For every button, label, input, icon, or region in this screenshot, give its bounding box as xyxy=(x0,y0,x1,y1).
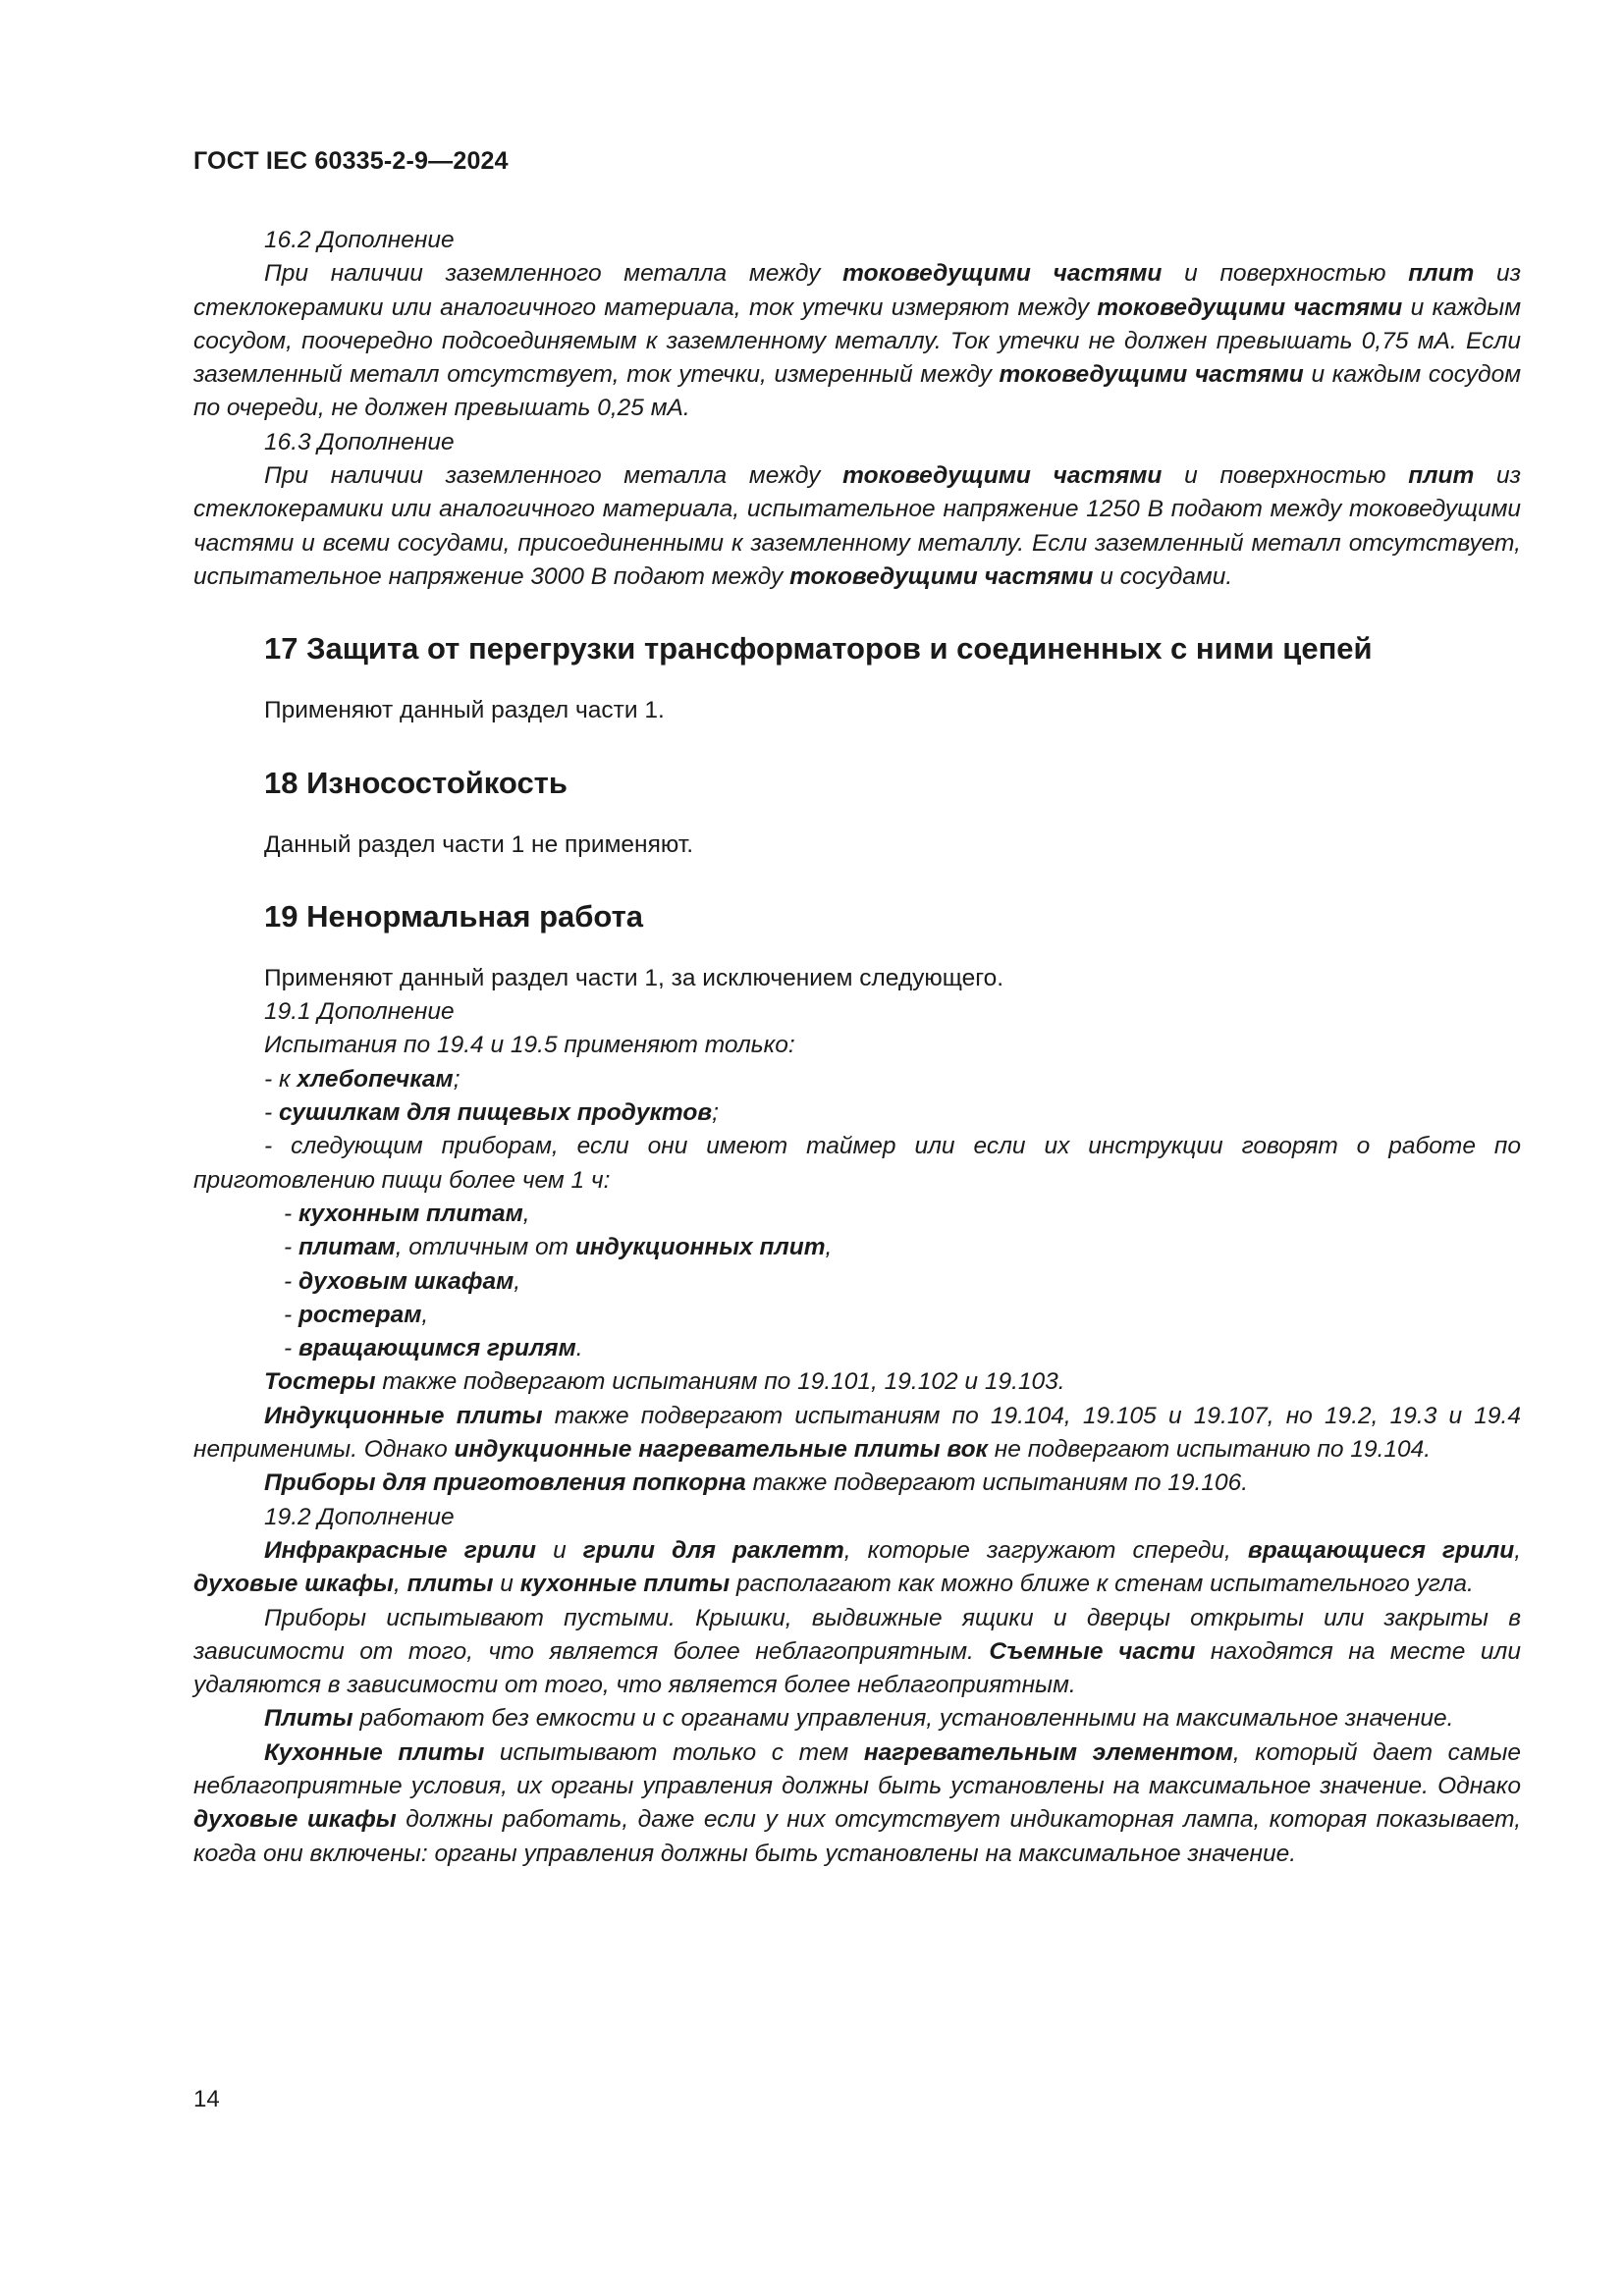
sub-list-item: - вращающимся грилям. xyxy=(284,1335,583,1362)
page-content xyxy=(193,224,1521,1871)
section-17-text: Применяют данный раздел части 1. xyxy=(264,697,665,724)
clause-19-2-p1: Инфракрасные грили и грили для раклетт, которые загружают спереди, вращающиеся грили, духовые шкафы, плиты и кухонные плиты располагают как можно ближе к стенам испытательного угла. xyxy=(193,1536,1521,1598)
popcorn-paragraph: Приборы для приготовления попкорна также подвергают испытаниям по 19.106. xyxy=(264,1469,1249,1497)
clause-19-2-p2: Приборы испытывают пустыми. Крышки, выдвижные ящики и дверцы открыты или закрыты в зависимости от того, что является более неблагоприятным. Съемные части находятся на месте или удаляются в зависимости от того, что является более неблагоприятным. xyxy=(193,1604,1521,1699)
clause-16-2-text: При наличии заземленного металла между токоведущими частями и поверхностью плит из стеклокерамики или аналогичного материала, ток утечки измеряют между токоведущими частями и каждым сосудом, поочередно подсоединяемым к заземленному металлу. Ток утечки не должен превышать 0,75 мА. Если заземленный металл отсутствует, ток утечки, измеренный между токоведущими частями и каждым сосудом по очереди, не должен превышать 0,25 мА. xyxy=(193,260,1521,422)
clause-19-1-tests: Испытания по 19.4 и 19.5 применяют только: xyxy=(264,1032,795,1059)
toasters-paragraph: Тостеры также подвергают испытаниям по 19.101, 19.102 и 19.103. xyxy=(264,1368,1065,1396)
section-19-intro: Применяют данный раздел части 1, за исключением следующего. xyxy=(264,964,1004,991)
clause-19-2-title: 19.2 Дополнение xyxy=(264,1503,455,1530)
sub-list-item: - плитам, отличным от индукционных плит, xyxy=(284,1234,833,1261)
section-18-text: Данный раздел части 1 не применяют. xyxy=(264,830,694,858)
section-19-heading: 19 Ненормальная работа xyxy=(264,898,644,934)
clause-19-2-p4: Кухонные плиты испытывают только с тем нагревательным элементом, который дает самые неблагоприятные условия, их органы управления должны быть установлены на максимальное значение. Однако духовые шкафы должны работать, даже если у них отсутствует индикаторная лампа, которая показывает, когда они включены: органы управления должны быть установлены на максимальное значение. xyxy=(193,1738,1522,1867)
list-item: - следующим приборам, если они имеют таймер или если их инструкции говорят о работе по приготовлению пищи более чем 1 ч: xyxy=(193,1133,1521,1194)
page-number: 14 xyxy=(193,2086,220,2112)
clause-19-2-p3: Плиты работают без емкости и с органами управления, установленными на максимальное значение. xyxy=(264,1705,1454,1733)
sub-list-item: - ростерам, xyxy=(284,1301,429,1328)
induction-paragraph: Индукционные плиты также подвергают испытаниям по 19.104, 19.105 и 19.107, но 19.2, 19.3 и 19.4 неприменимы. Однако индукционные нагревательные плиты вок не подвергают испытанию по 19.104. xyxy=(193,1402,1521,1464)
clause-16-3-title: 16.3 Дополнение xyxy=(264,428,455,455)
list-item: - к хлебопечкам; xyxy=(264,1065,460,1093)
section-18-heading: 18 Износостойкость xyxy=(264,765,568,800)
clause-16-2-title: 16.2 Дополнение xyxy=(264,227,455,253)
list-item: - сушилкам для пищевых продуктов; xyxy=(264,1099,719,1127)
clause-16-3-text: При наличии заземленного металла между токоведущими частями и поверхностью плит из стеклокерамики или аналогичного материала, испытательное напряжение 1250 В подают между токоведущими частями и всеми сосудами, присоединенными к заземленному металлу. Если заземленный металл отсутствует, испытательное напряжение 3000 В подают между токоведущими частями и сосудами. xyxy=(193,462,1521,590)
sub-list-item: - духовым шкафам, xyxy=(284,1267,521,1295)
clause-19-1-title: 19.1 Дополнение xyxy=(264,998,455,1026)
section-17-heading: 17 Защита от перегрузки трансформаторов и соединенных с ними цепей xyxy=(264,631,1373,667)
sub-list-item: - кухонным плитам, xyxy=(284,1200,530,1227)
document-header: ГОСТ IEC 60335-2-9—2024 xyxy=(193,147,509,175)
